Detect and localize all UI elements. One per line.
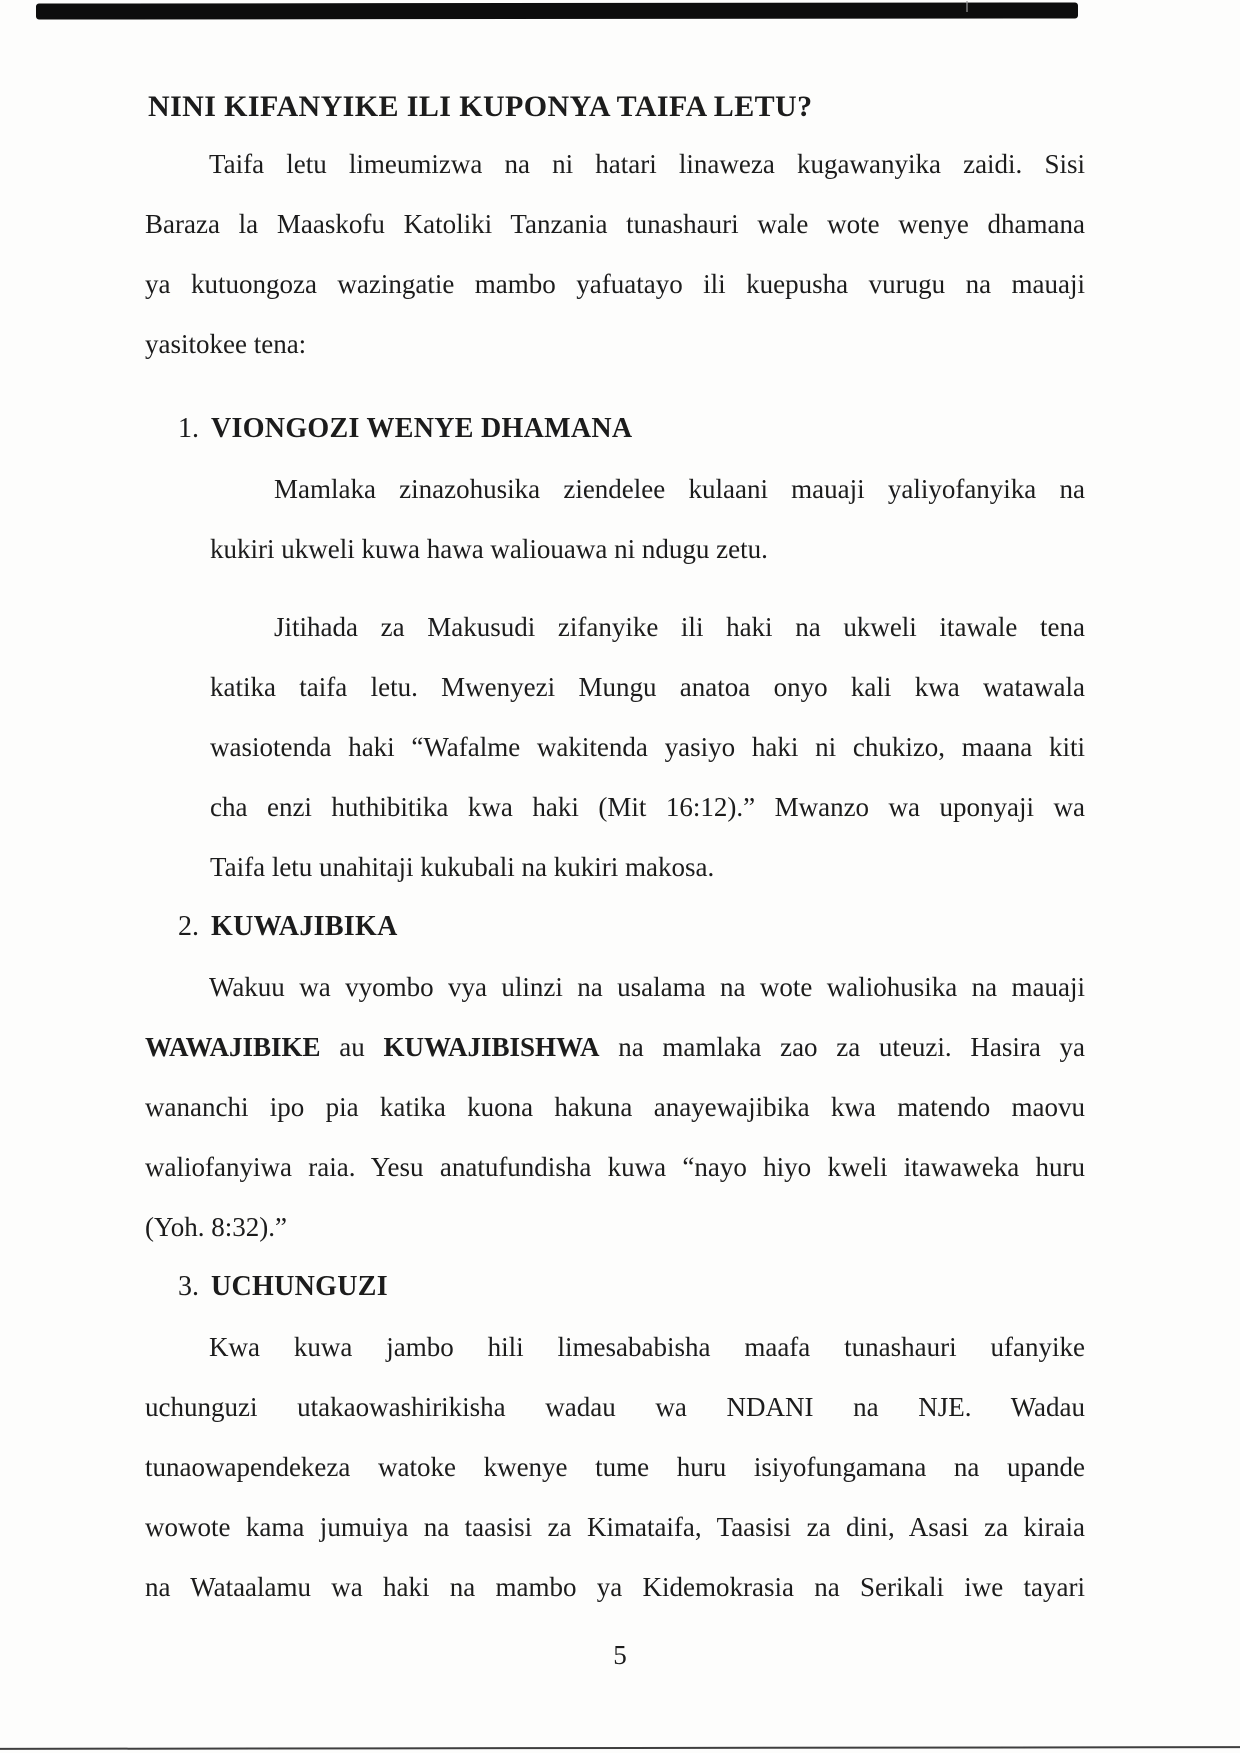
text-line: ya kutuongoza wazingatie mambo yafuatayo ili kuepusha vurugu na mauaji (145, 269, 1085, 299)
text-line: Mamlaka zinazohusika ziendelee kulaani mauaji yaliyofanyika na (274, 474, 1085, 504)
text-line: wasiotenda haki “Wafalme wakitenda yasiyo haki ni chukizo, maana kiti (210, 732, 1085, 762)
text-line: wowote kama jumuiya na taasisi za Kimataifa, Taasisi za dini, Asasi za kiraia (145, 1512, 1085, 1542)
section-heading-2 (178, 897, 1240, 957)
text-line: katika taifa letu. Mwenyezi Mungu anatoa onyo kali kwa watawala (210, 672, 1085, 702)
text-line: kukiri ukweli kuwa hawa waliouawa ni ndugu zetu. (210, 534, 768, 564)
text-line: tunaowapendekeza watoke kwenye tume huru isiyofungamana na upande (145, 1452, 1085, 1482)
paragraph (210, 597, 1085, 897)
section-heading-text: KUWAJIBIKA (211, 911, 398, 942)
page-number: 5 (613, 1640, 627, 1670)
text-line: Baraza la Maaskofu Katoliki Tanzania tunashauri wale wote wenye dhamana (145, 209, 1085, 239)
paragraph (145, 957, 1085, 1257)
section-heading-text: UCHUNGUZI (211, 1271, 388, 1302)
scan-artifact-bottom-line (0, 1746, 1240, 1750)
text-line: Wakuu wa vyombo vya ulinzi na usalama na wote waliohusika na mauaji (209, 972, 1085, 1002)
section-number: 2. (178, 911, 199, 942)
text-line: Taifa letu limeumizwa na ni hatari linaweza kugawanyika zaidi. Sisi (209, 149, 1085, 179)
text-line: cha enzi huthibitika kwa haki (Mit 16:12).” Mwanzo wa uponyaji wa (210, 792, 1085, 822)
section-heading-text: VIONGOZI WENYE DHAMANA (211, 413, 633, 444)
text-segment: na mamlaka zao za uteuzi. Hasira ya (599, 1032, 1086, 1062)
bold-word: WAWAJIBIKE (145, 1032, 321, 1062)
text-line-with-bold (145, 1017, 1085, 1077)
paragraph (210, 459, 1085, 579)
section-number: 1. (178, 413, 199, 444)
text-line: waliofanyiwa raia. Yesu anatufundisha kuwa “nayo hiyo kweli itawaweka huru (145, 1152, 1085, 1182)
paragraph (145, 1317, 1085, 1617)
text-line: Kwa kuwa jambo hili limesababisha maafa tunashauri ufanyike (209, 1332, 1085, 1362)
text-line: wananchi ipo pia katika kuona hakuna anayewajibika kwa matendo maovu (145, 1092, 1085, 1122)
text-line: yasitokee tena: (145, 329, 307, 359)
text-line: Taifa letu unahitaji kukubali na kukiri makosa. (210, 852, 715, 882)
text-line: Jitihada za Makusudi zifanyike ili haki na ukweli itawale tena (274, 612, 1085, 642)
text-segment: au (320, 1032, 384, 1062)
text-line: uchunguzi utakaowashirikisha wadau wa NDANI na NJE. Wadau (145, 1392, 1085, 1422)
text-line: (Yoh. 8:32).” (145, 1212, 288, 1242)
section-number: 3. (178, 1271, 199, 1302)
text-line: na Wataalamu wa haki na mambo ya Kidemokrasia na Serikali iwe tayari (145, 1572, 1085, 1602)
document-title: NINI KIFANYIKE ILI KUPONYA TAIFA LETU? (148, 90, 813, 123)
bold-word: KUWAJIBISHWA (383, 1032, 600, 1062)
intro-paragraph (145, 134, 1085, 374)
section-heading-1 (178, 399, 1240, 459)
section-heading-3 (178, 1257, 1240, 1317)
